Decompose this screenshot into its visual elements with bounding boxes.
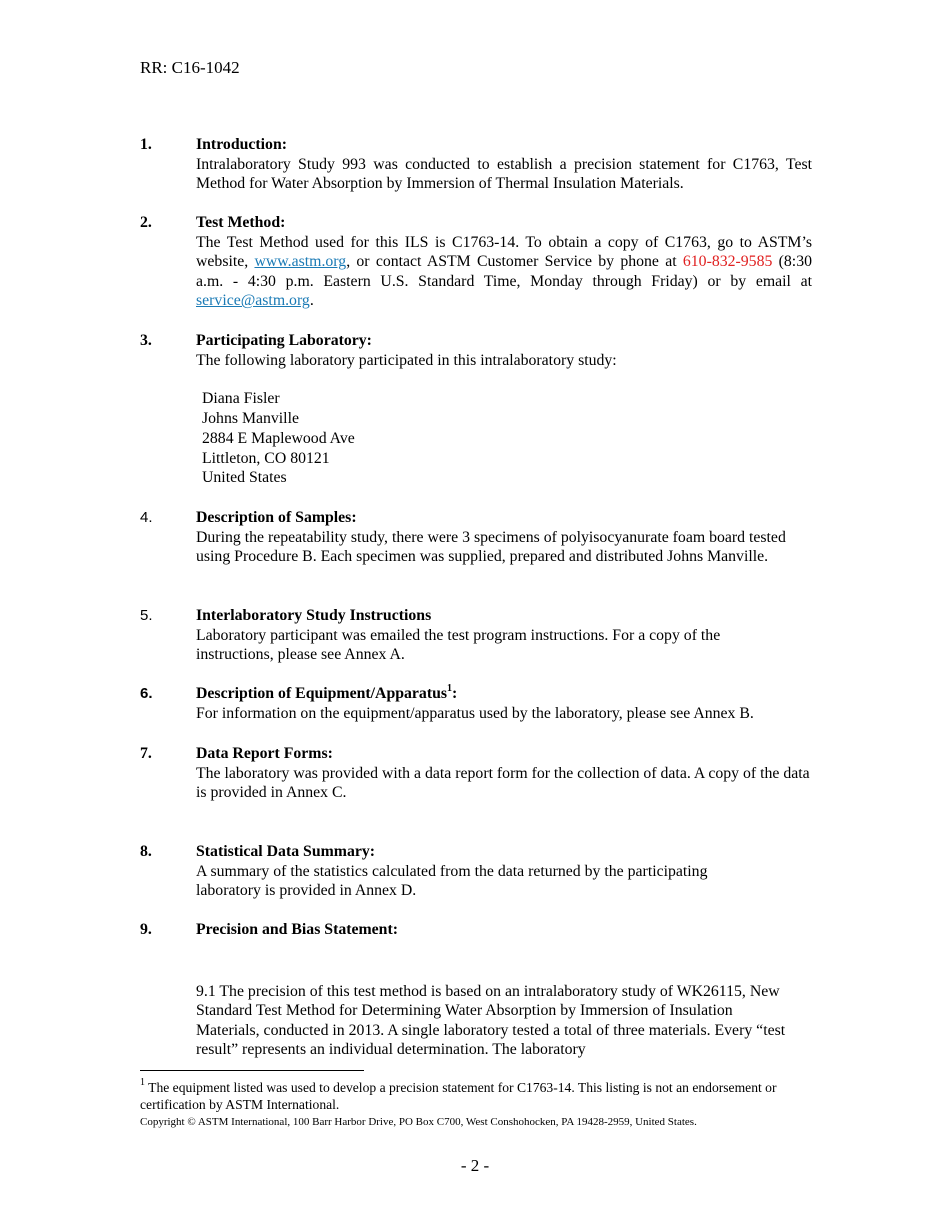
section-number: 4.	[140, 509, 153, 526]
section-title: Precision and Bias Statement:	[196, 921, 398, 938]
section-introduction	[140, 135, 812, 194]
section-number: 2.	[140, 214, 152, 231]
section-text: The laboratory was provided with a data report form for the collection of data. A copy of the data is provided in Annex C.	[196, 764, 810, 802]
section-text: During the repeatability study, there were 3 specimens of polyisocyanurate foam board tested using Procedure B. Each specimen was supplied, prepared and distributed Johns Manville.	[196, 528, 786, 566]
section-title: Interlaboratory Study Instructions	[196, 607, 432, 624]
section-precision-and-bias	[140, 920, 812, 1060]
footnote-text: The equipment listed was used to develop a precision statement for C1763-14. This listing is not an endorsement or certification by ASTM International.	[140, 1080, 777, 1112]
address-line: 2884 E Maplewood Ave	[202, 429, 355, 447]
section-text: Intralaboratory Study 993 was conducted to establish a precision statement for C1763, Test Method for Water Absorption by Immersion of Thermal Insulation Materials.	[196, 155, 812, 193]
section-equipment	[140, 684, 812, 723]
section-number: 8.	[140, 843, 152, 860]
section-text: The following laboratory participated in this intralaboratory study:	[196, 351, 617, 369]
section-number: 3.	[140, 332, 152, 349]
section-title: Statistical Data Summary:	[196, 843, 376, 860]
section-title: Description of Samples:	[196, 509, 357, 526]
footnote-marker: 1	[140, 1077, 145, 1089]
section-participating-laboratory	[140, 331, 812, 488]
laboratory-address	[202, 389, 812, 488]
footnote-reference: 1	[447, 682, 453, 694]
text-fragment: , or contact ASTM Customer Service by phone at	[346, 253, 683, 271]
report-id-header: RR: C16-1042	[140, 58, 240, 77]
section-number: 6.	[140, 685, 153, 702]
section-text	[196, 233, 812, 311]
section-text: A summary of the statistics calculated from the data returned by the participating laboratory is provided in Annex D.	[196, 862, 708, 900]
address-line: Littleton, CO 80121	[202, 449, 330, 467]
text-fragment: The Test Method used for this ILS is C1763-14. To obtain a copy of C1763, go to ASTM’s website,	[196, 233, 812, 271]
section-test-method	[140, 213, 812, 311]
copyright-notice: Copyright © ASTM International, 100 Barr Harbor Drive, PO Box C700, West Conshohocken, PA 19428-2959, United States.	[140, 1116, 697, 1128]
text-fragment: (8:30 a.m. - 4:30 p.m. Eastern U.S. Standard Time, Monday through Friday) or by email at	[196, 253, 812, 290]
section-interlaboratory-instructions	[140, 606, 812, 665]
footnote-divider	[140, 1070, 364, 1071]
page-number: - 2 -	[460, 1156, 490, 1175]
section-statistical-summary	[140, 842, 812, 901]
address-line: Johns Manville	[202, 409, 299, 427]
astm-website-link[interactable]: www.astm.org	[254, 253, 347, 271]
section-title	[196, 684, 812, 704]
section-number: 9.	[140, 921, 152, 938]
title-text: Description of Equipment/Apparatus	[196, 685, 448, 702]
section-number: 1.	[140, 136, 152, 153]
service-email-link[interactable]: service@astm.org	[196, 292, 310, 310]
section-text: For information on the equipment/apparatus used by the laboratory, please see Annex B.	[196, 704, 754, 722]
customer-service-phone: 610-832-9585	[682, 253, 773, 271]
section-title: Introduction:	[196, 136, 287, 153]
section-text: Laboratory participant was emailed the test program instructions. For a copy of the instructions, please see Annex A.	[196, 626, 721, 664]
section-title: Participating Laboratory:	[196, 332, 372, 349]
section-description-of-samples	[140, 508, 812, 567]
section-number: 5.	[140, 607, 153, 624]
footnote	[140, 1077, 812, 1113]
section-text: 9.1 The precision of this test method is based on an intralaboratory study of WK26115, New Standard Test Method for Determining Water Absorption by Immersion of Insulation Materials, conducted in 2013. A single laboratory tested a total of three materials. Every “test result” represents an individual determination. The laboratory	[196, 982, 786, 1059]
section-data-report-forms	[140, 744, 812, 803]
title-suffix: :	[452, 685, 458, 702]
section-title: Data Report Forms:	[196, 745, 333, 762]
address-line: United States	[202, 469, 287, 487]
section-number: 7.	[140, 745, 152, 762]
section-title: Test Method:	[196, 214, 286, 231]
text-fragment: .	[309, 292, 314, 310]
address-line: Diana Fisler	[202, 390, 280, 408]
